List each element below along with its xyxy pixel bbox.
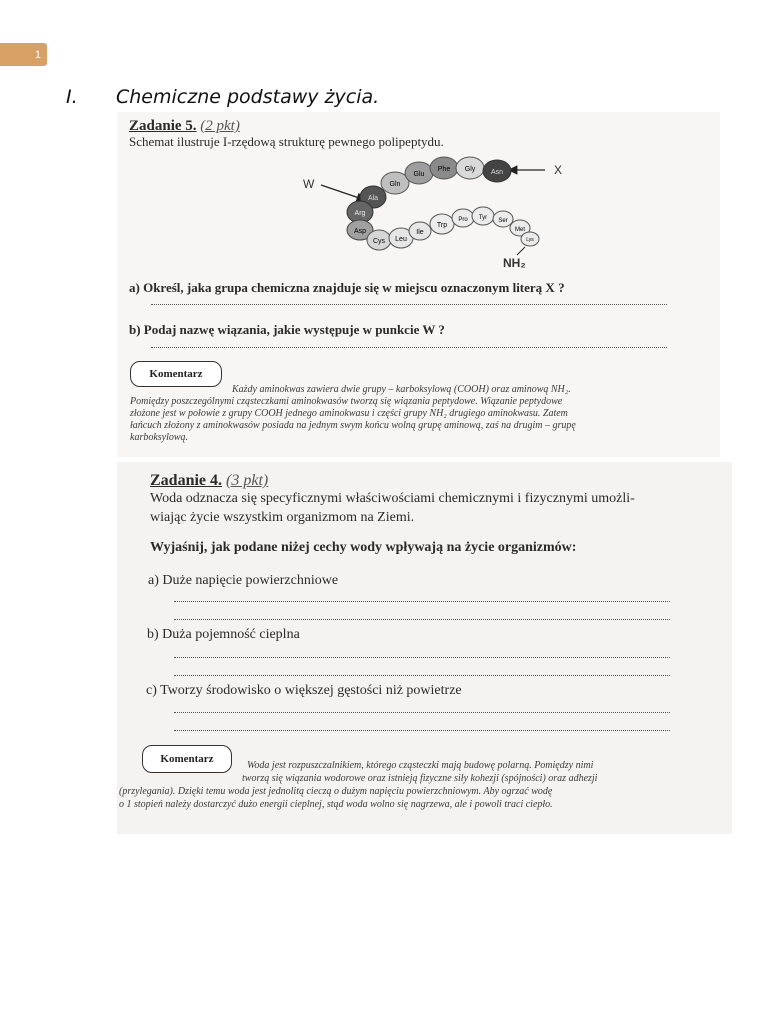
- residue-tyr: [472, 207, 494, 225]
- task4-answer-line-b1[interactable]: [174, 657, 670, 658]
- residue-gly: [456, 157, 484, 179]
- task4-question-c: c) Tworzy środowisko o większej gęstości niż powietrze: [146, 683, 462, 698]
- section-title: Chemiczne podstawy życia.: [116, 86, 380, 108]
- task5-scan: [117, 112, 720, 457]
- svg-text:Gln: Gln: [389, 181, 401, 188]
- task5-comment-bubble: [130, 361, 222, 387]
- task4-instruction: Wyjaśnij, jak podane niżej cechy wody wpływają na życie organizmów:: [150, 540, 577, 555]
- task5-answer-line-b[interactable]: [151, 347, 667, 348]
- task5-intro: Schemat ilustruje I-rzędową strukturę pewnego polipeptydu.: [129, 134, 444, 149]
- task5-points: (2 pkt): [200, 118, 240, 134]
- residue-asn: [483, 160, 511, 182]
- svg-text:Met: Met: [514, 227, 526, 233]
- section-number: I.: [66, 86, 78, 108]
- task4-comment-line-4: o 1 stopień należy dostarczyć dużo energii cieplnej, stąd woda wolno się nagrzewa, ale i powoli traci ciepło.: [119, 799, 553, 810]
- residue-glu: [405, 162, 433, 184]
- task4-answer-line-b2[interactable]: [174, 675, 670, 676]
- task4-question-a: a) Duże napięcie powierzchniowe: [148, 573, 339, 588]
- task5-comment-label: Komentarz: [149, 368, 203, 380]
- task5-question-b: b) Podaj nazwę wiązania, jakie występuje w punkcie W ?: [129, 322, 445, 337]
- svg-text:Pro: Pro: [458, 217, 468, 223]
- task4-intro-line-1: Woda odznacza się specyficznymi właściwościami chemicznymi i fizycznymi umożli-: [150, 491, 635, 506]
- task5-answer-line-a[interactable]: [151, 304, 667, 305]
- task4-question-b: b) Duża pojemność cieplna: [147, 627, 300, 642]
- task4-points: (3 pkt): [226, 472, 269, 489]
- task5-comment-line-2: Pomiędzy poszczególnymi cząsteczkami aminokwasów tworzą się wiązania peptydowe. Wiązanie peptydowe: [130, 396, 563, 407]
- residue-trp: [430, 214, 454, 234]
- residue-ser: [493, 211, 513, 227]
- svg-text:Glu: Glu: [413, 171, 425, 178]
- task4-comment-label: Komentarz: [160, 753, 214, 765]
- task5-comment-line-5: karboksylową.: [130, 432, 189, 443]
- task4-answer-line-a2[interactable]: [174, 619, 670, 620]
- residue-pro: [452, 209, 474, 227]
- task4-answer-line-c1[interactable]: [174, 712, 670, 713]
- svg-text:Ser: Ser: [498, 218, 508, 224]
- task4-comment-line-1: Woda jest rozpuszczalnikiem, którego cząsteczki mają budowę polarną. Pomiędzy nimi: [247, 760, 594, 771]
- svg-text:Trp: Trp: [436, 222, 448, 229]
- page-number: 1: [34, 48, 41, 61]
- svg-text:Phe: Phe: [437, 166, 451, 173]
- page-number-badge: [0, 43, 47, 66]
- svg-text:Lys: Lys: [526, 237, 534, 243]
- label-w: W: [303, 177, 315, 191]
- svg-text:Gly: Gly: [464, 166, 476, 173]
- svg-text:Tyr: Tyr: [478, 215, 488, 221]
- arrow-w: [321, 185, 365, 200]
- task4-comment-bubble: [142, 745, 232, 773]
- task5-comment-line-3: złożone jest w połowie z grupy COOH jednego aminokwasu i części grupy NH₂ drugiego aminokwasu. Zatem: [130, 408, 568, 419]
- task5-title: Zadanie 5.: [129, 118, 197, 134]
- task5-comment-line-4: łańcuch złożony z aminokwasów posiada na jednym swym końcu wolną grupę aminową, zaś na drugim – grupę: [130, 420, 576, 431]
- residue-cys: [367, 230, 391, 250]
- label-x: X: [554, 163, 563, 177]
- task4-answer-line-a1[interactable]: [174, 601, 670, 602]
- label-nh2: NH₂: [503, 256, 526, 270]
- residue-phe: [430, 157, 458, 179]
- task4-comment-line-3: (przylegania). Dzięki temu woda jest jednolitą cieczą o dużym napięciu powierzchniowym. Aby ogrzać wodę: [119, 786, 553, 797]
- svg-text:Leu: Leu: [395, 236, 407, 243]
- task5-question-a: a) Określ, jaka grupa chemiczna znajduje się w miejscu oznaczonym literą X ?: [129, 280, 565, 295]
- task4-answer-line-c2[interactable]: [174, 730, 670, 731]
- svg-text:Cys: Cys: [372, 238, 386, 245]
- task4-intro-line-2: wiając życie wszystkim organizmom na Ziemi.: [150, 510, 415, 525]
- svg-text:Asp: Asp: [353, 228, 367, 235]
- svg-text:Asn: Asn: [490, 169, 504, 176]
- task4-comment-line-2: tworzą się wiązania wodorowe oraz istnieją fizyczne siły kohezji (spójności) oraz adhezji: [242, 773, 598, 784]
- svg-text:Ala: Ala: [367, 195, 379, 202]
- residue-ile: [409, 222, 431, 240]
- polypeptide-diagram: [117, 112, 720, 282]
- task4-heading: [150, 472, 268, 490]
- task5-comment-line-1: Każdy aminokwas zawiera dwie grupy – karboksylową (COOH) oraz aminową NH₂.: [232, 384, 571, 395]
- task4-title: Zadanie 4.: [150, 472, 223, 489]
- svg-text:Ile: Ile: [416, 229, 424, 236]
- residue-lys: [521, 232, 539, 246]
- task4-scan: [117, 462, 732, 834]
- section-heading: [66, 86, 379, 108]
- svg-text:Arg: Arg: [354, 210, 366, 217]
